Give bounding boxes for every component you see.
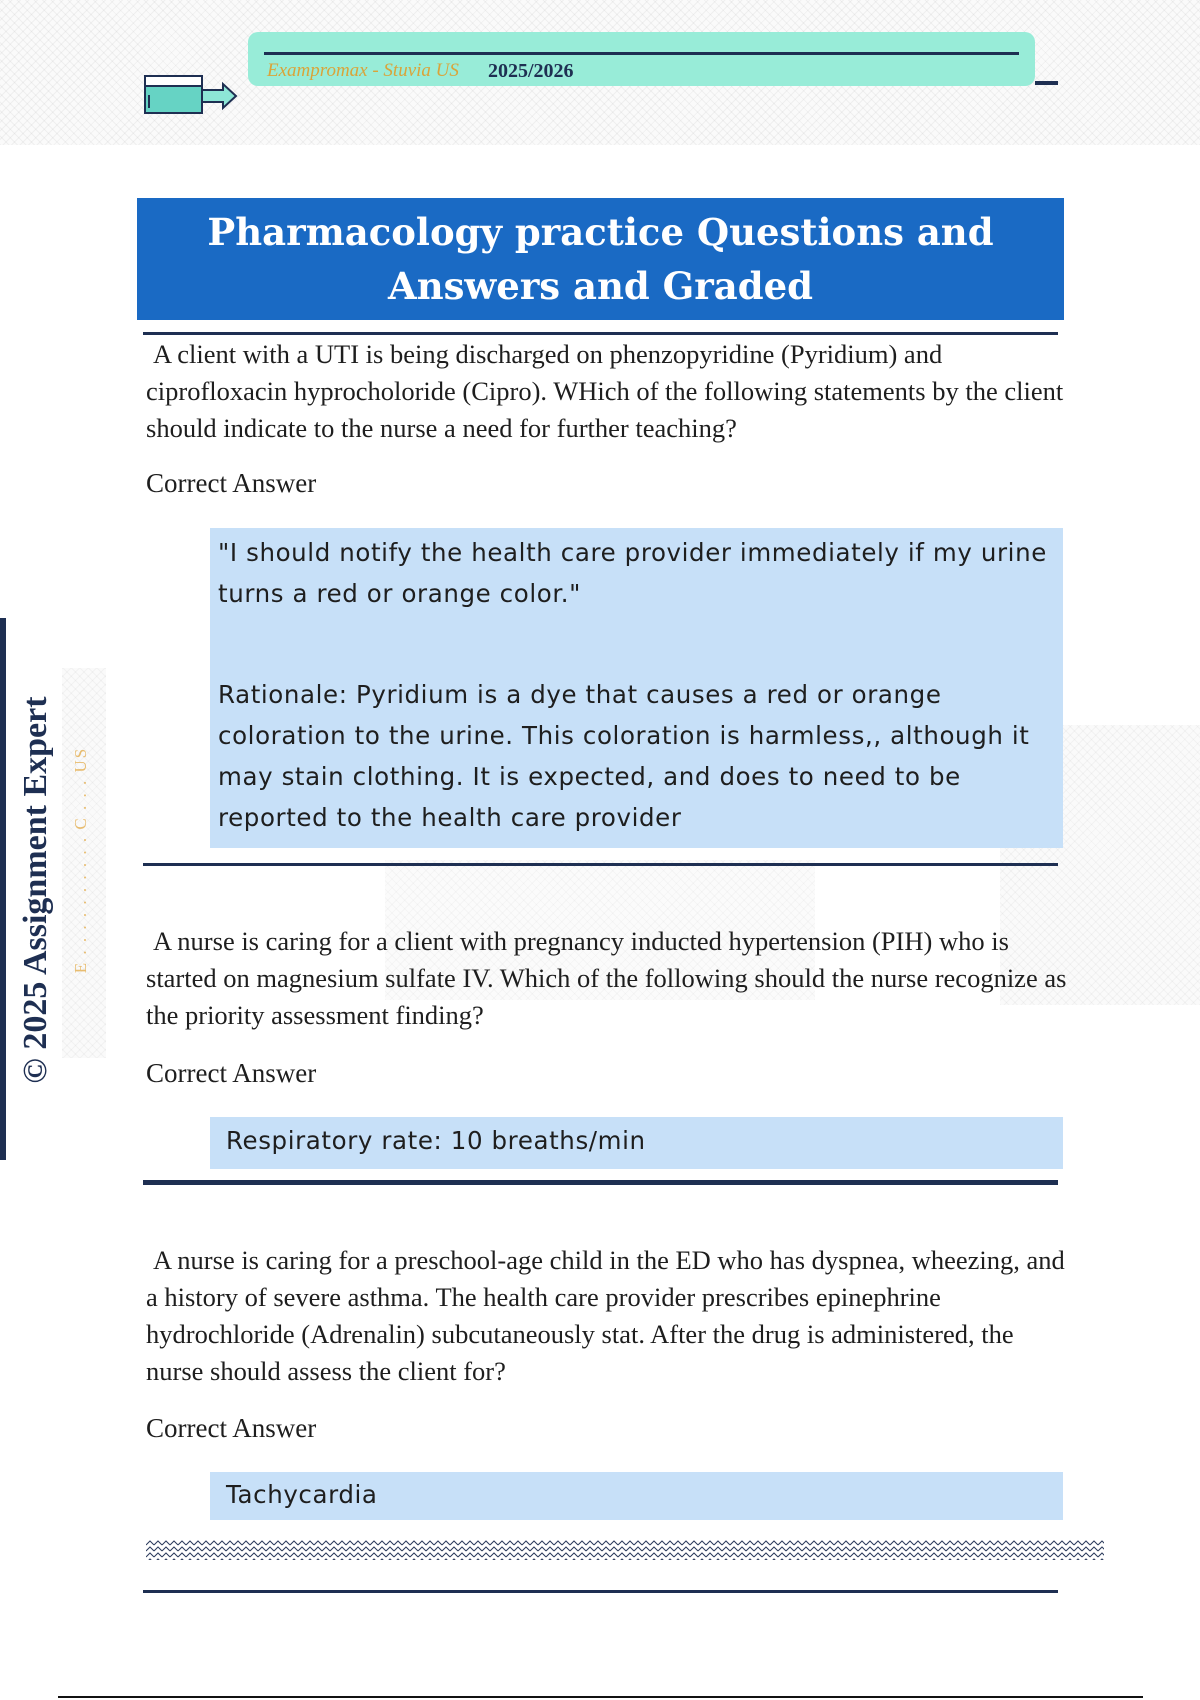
rationale-text: Rationale: Pyridium is a dye that causes a red or orange coloration to the urine. This coloration is harmless,, although it may stain clothing. It is expected, and does to need to be reported to the health care provider (218, 680, 1030, 832)
footer-rule (58, 1696, 1143, 1698)
correct-answer-label: Correct Answer (146, 1058, 317, 1088)
divider (143, 332, 1058, 335)
answer-box (210, 528, 1063, 848)
answer-box: Tachycardia (210, 1472, 1063, 1520)
header-bar (248, 32, 1035, 86)
header-rule (264, 52, 1019, 55)
header-brand: Exampromax - Stuvia US (267, 60, 459, 81)
header-divider (1035, 81, 1058, 85)
divider (143, 1590, 1058, 1593)
correct-answer-label: Correct Answer (146, 1413, 317, 1443)
correct-answer-label: Correct Answer (146, 468, 317, 498)
answer-box: Respiratory rate: 10 breaths/min (210, 1117, 1063, 1169)
side-accent-bar (0, 618, 6, 1160)
side-watermark: © 2025 Assignment Expert (17, 696, 54, 1084)
document-title: Pharmacology practice Questions and Answers and Graded (137, 198, 1064, 320)
document-arrow-icon (143, 74, 239, 116)
question-text: A nurse is caring for a client with pregnancy inducted hypertension (PIH) who is started on magnesium sulfate IV. Which of the following should the nurse recognize as the priority assessment finding? (146, 926, 1067, 1030)
header-year: 2025/2026 (488, 60, 574, 82)
question-text: A client with a UTI is being discharged on phenzopyridine (Pyridium) and ciprofloxacin hyprocholoride (Cipro). WHich of the following statements by the client should indicate to the nurse a need for further teaching? (146, 339, 1064, 443)
question-text: A nurse is caring for a preschool-age child in the ED who has dyspnea, wheezing, and a history of severe asthma. The health care provider prescribes epinephrine hydrochloride (Adrenalin) subcutaneously stat. After the drug is administered, the nurse should assess the client for? (146, 1245, 1065, 1386)
faint-watermark: E . . . . . . . . . . C . . . US (71, 746, 90, 974)
answer-text: "I should notify the health care provider immediately if my urine turns a red or orange color." (218, 538, 1047, 608)
divider (143, 1180, 1058, 1185)
zigzag-divider (146, 1540, 1104, 1560)
answer-spacer (218, 614, 1049, 674)
divider (143, 863, 1058, 866)
